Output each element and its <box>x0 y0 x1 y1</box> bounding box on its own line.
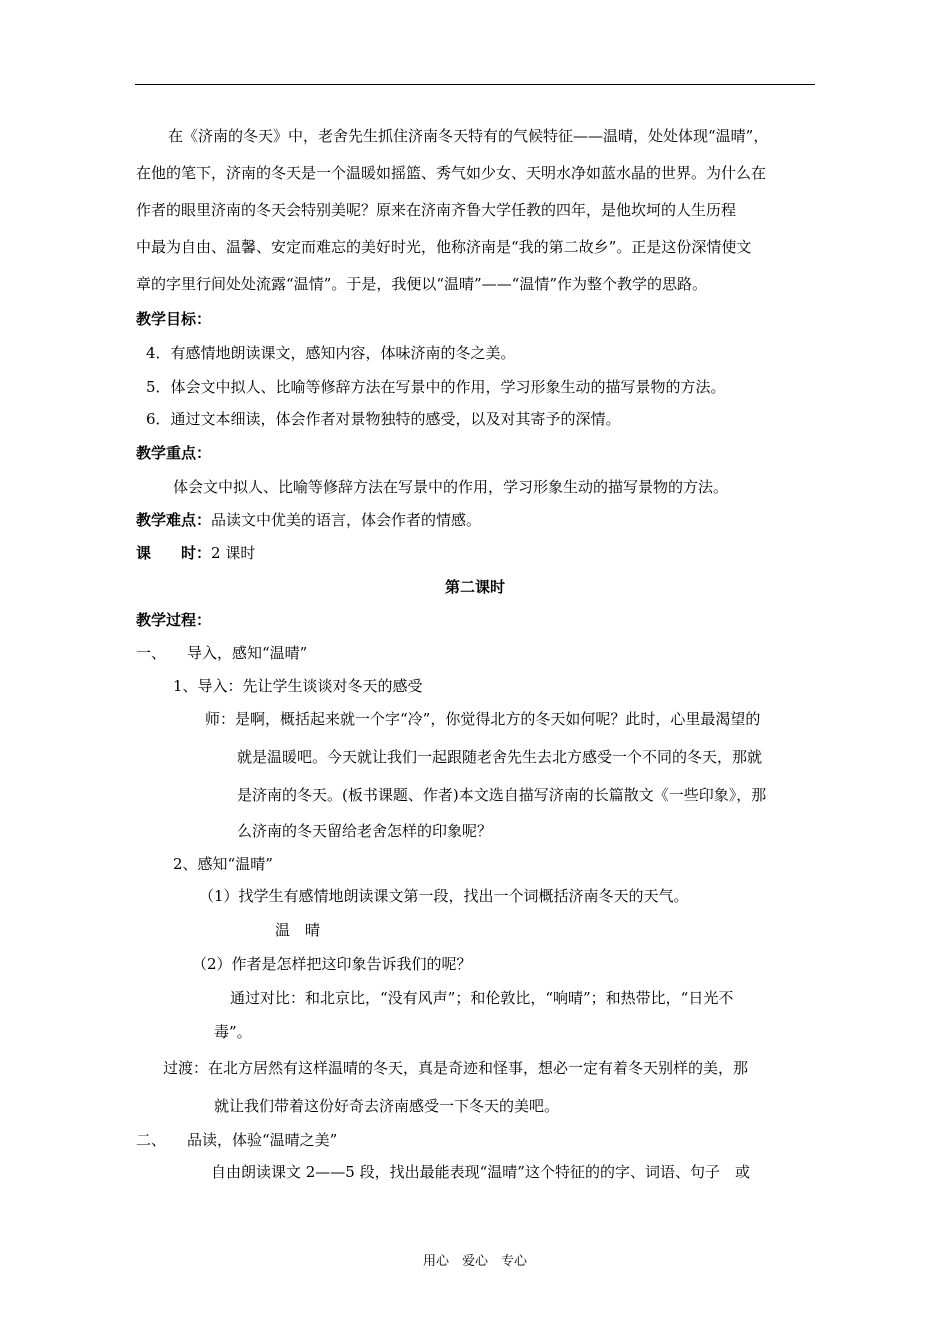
question-1: （1）找学生有感情地朗读课文第一段，找出一个词概括济南冬天的天气。 <box>199 887 689 905</box>
difficulty-text: 品读文中优美的语言，体会作者的情感。 <box>211 511 482 529</box>
transition-line-2: 就让我们带着这份好奇去济南感受一下冬天的美吧。 <box>214 1097 560 1115</box>
intro-line-3: 作者的眼里济南的冬天会特别美呢？原来在济南齐鲁大学任教的四年，是他坎坷的人生历程 <box>136 201 737 219</box>
hours-heading: 课 时： <box>136 544 212 562</box>
header-rule <box>135 84 815 85</box>
teacher-line-4: 么济南的冬天留给老舍怎样的印象呢？ <box>237 822 493 840</box>
question-2-answer-1: 通过对比：和北京比，“没有风声”；和伦敦比，“响晴”；和热带比，“日光不 <box>230 989 734 1007</box>
intro-line-4: 中最为自由、温馨、安定而难忘的美好时光，他称济南是“我的第二故乡”。正是这份深情使文 <box>136 238 752 256</box>
goal-item-5: 5．体会文中拟人、比喻等修辞方法在写景中的作用，学习形象生动的描写景物的方法。 <box>146 378 726 396</box>
goal-item-4: 4．有感情地朗读课文，感知内容，体味济南的冬之美。 <box>146 344 516 362</box>
difficulty-row <box>136 510 481 530</box>
teacher-line-2: 就是温暖吧。今天就让我们一起跟随老舍先生去北方感受一个不同的冬天，那就 <box>237 748 763 766</box>
section-1-title: 导入，感知“温晴” <box>187 644 308 662</box>
key-point-heading: 教学重点： <box>136 444 212 462</box>
intro-line-5: 章的字里行间处处流露“温情”。于是，我便以“温晴”——“温情”作为整个教学的思路。 <box>136 275 708 293</box>
difficulty-heading: 教学难点： <box>136 511 212 529</box>
question-2: （2）作者是怎样把这印象告诉我们的呢？ <box>192 955 472 973</box>
transition-line-1: 过渡：在北方居然有这样温晴的冬天，真是奇迹和怪事，想必一定有着冬天别样的美，那 <box>163 1059 749 1077</box>
teacher-line-3: 是济南的冬天。(板书课题、作者)本文选自描写济南的长篇散文《一些印象》，那 <box>237 786 767 804</box>
section-2-text: 自由朗读课文 2——5 段，找出最能表现“温晴”这个特征的的字、词语、句子 或 <box>211 1163 750 1181</box>
page-footer: 用心 爱心 专心 <box>422 1254 527 1269</box>
section-1-number: 一、 <box>136 644 167 662</box>
hours-text: 2 课时 <box>211 544 256 562</box>
teacher-line-1: 师：是啊，概括起来就一个字“冷”，你觉得北方的冬天如何呢？此时，心里最渴望的 <box>205 710 761 728</box>
process-heading: 教学过程： <box>136 611 212 629</box>
goal-item-6: 6．通过文本细读，体会作者对景物独特的感受，以及对其寄予的深情。 <box>146 410 621 428</box>
lesson-title: 第二课时 <box>444 578 505 596</box>
question-2-answer-2: 毒”。 <box>214 1023 252 1041</box>
step-1-2: 2、感知“温晴” <box>173 855 273 873</box>
hours-row <box>136 543 255 563</box>
step-1-1: 1、导入：先让学生谈谈对冬天的感受 <box>173 677 423 695</box>
goals-heading: 教学目标： <box>136 310 212 328</box>
key-point-text: 体会文中拟人、比喻等修辞方法在写景中的作用，学习形象生动的描写景物的方法。 <box>173 478 729 496</box>
section-2-title: 品读，体验“温晴之美” <box>187 1131 338 1149</box>
intro-line-2: 在他的笔下，济南的冬天是一个温暖如摇篮、秀气如少女、天明水净如蓝水晶的世界。为什么在 <box>136 164 767 182</box>
question-1-answer: 温 晴 <box>275 921 321 939</box>
intro-line-1: 在《济南的冬天》中，老舍先生抓住济南冬天特有的气候特征——温晴，处处体现“温晴”， <box>168 127 769 145</box>
section-2-number: 二、 <box>136 1131 167 1149</box>
